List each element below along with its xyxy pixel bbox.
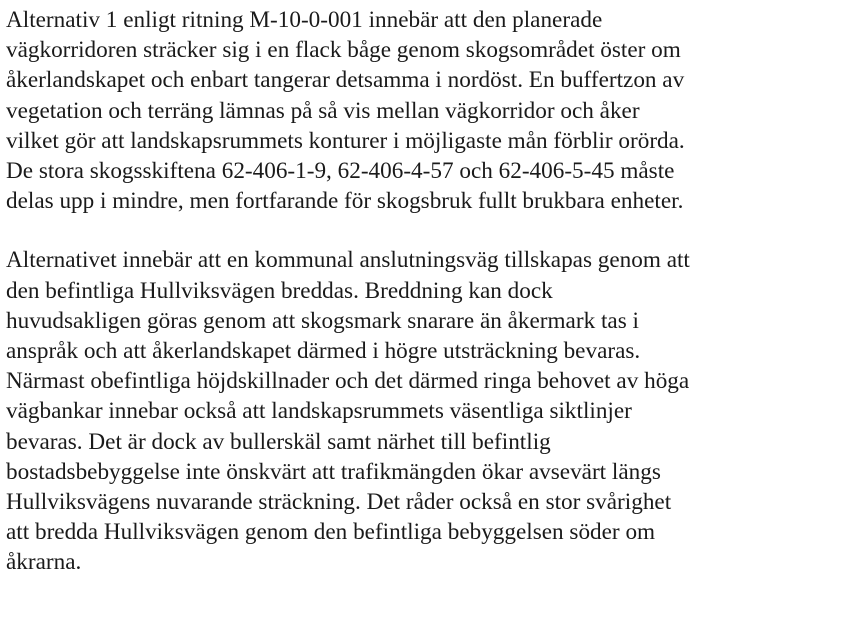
text-line: den befintliga Hullviksvägen breddas. Breddning kan dock — [6, 277, 553, 304]
text-line: vilket gör att landskapsrummets konturer i möjligaste mån förblir orörda. — [6, 127, 685, 154]
text-line: Alternativet innebär att en kommunal anslutningsväg tillskapas genom att — [6, 247, 690, 274]
text-line: huvudsakligen göras genom att skogsmark snarare än åkermark tas i — [6, 307, 639, 334]
text-line: Alternativ 1 enligt ritning M-10-0-001 innebär att den planerade — [6, 7, 603, 33]
text-line: delas upp i mindre, men fortfarande för skogsbruk fullt brukbara enheter. — [6, 188, 684, 215]
paragraph-alternative-description — [6, 245, 851, 577]
text-line: De stora skogsskiftena 62-406-1-9, 62-406-4-57 och 62-406-5-45 måste — [6, 158, 675, 185]
text-line: åkerlandskapet och enbart tangerar detsamma i nordöst. En buffertzon av — [6, 67, 685, 94]
text-line: anspråk och att åkerlandskapet därmed i högre utsträckning bevaras. — [6, 338, 641, 365]
paragraph-alternative-1 — [6, 5, 851, 216]
text-line: Närmast obefintliga höjdskillnader och det därmed ringa behovet av höga — [6, 368, 690, 395]
text-line: vägbankar innebar också att landskapsrummets väsentliga siktlinjer — [6, 398, 632, 425]
paragraph-spacer — [6, 216, 851, 245]
text-line: att bredda Hullviksvägen genom den befintliga bebyggelsen söder om — [6, 519, 656, 546]
text-line: vägkorridoren sträcker sig i en flack båge genom skogsområdet öster om — [6, 37, 681, 64]
text-line: bostadsbebyggelse inte önskvärt att trafikmängden ökar avsevärt längs — [6, 458, 661, 485]
text-line: vegetation och terräng lämnas på så vis mellan vägkorridor och åker — [6, 97, 640, 124]
text-line: Hullviksvägens nuvarande sträckning. Det råder också en stor svårighet — [6, 489, 672, 516]
document-body — [6, 5, 851, 578]
text-line: åkrarna. — [6, 549, 82, 576]
text-line: bevaras. Det är dock av bullerskäl samt närhet till befintlig — [6, 428, 551, 455]
